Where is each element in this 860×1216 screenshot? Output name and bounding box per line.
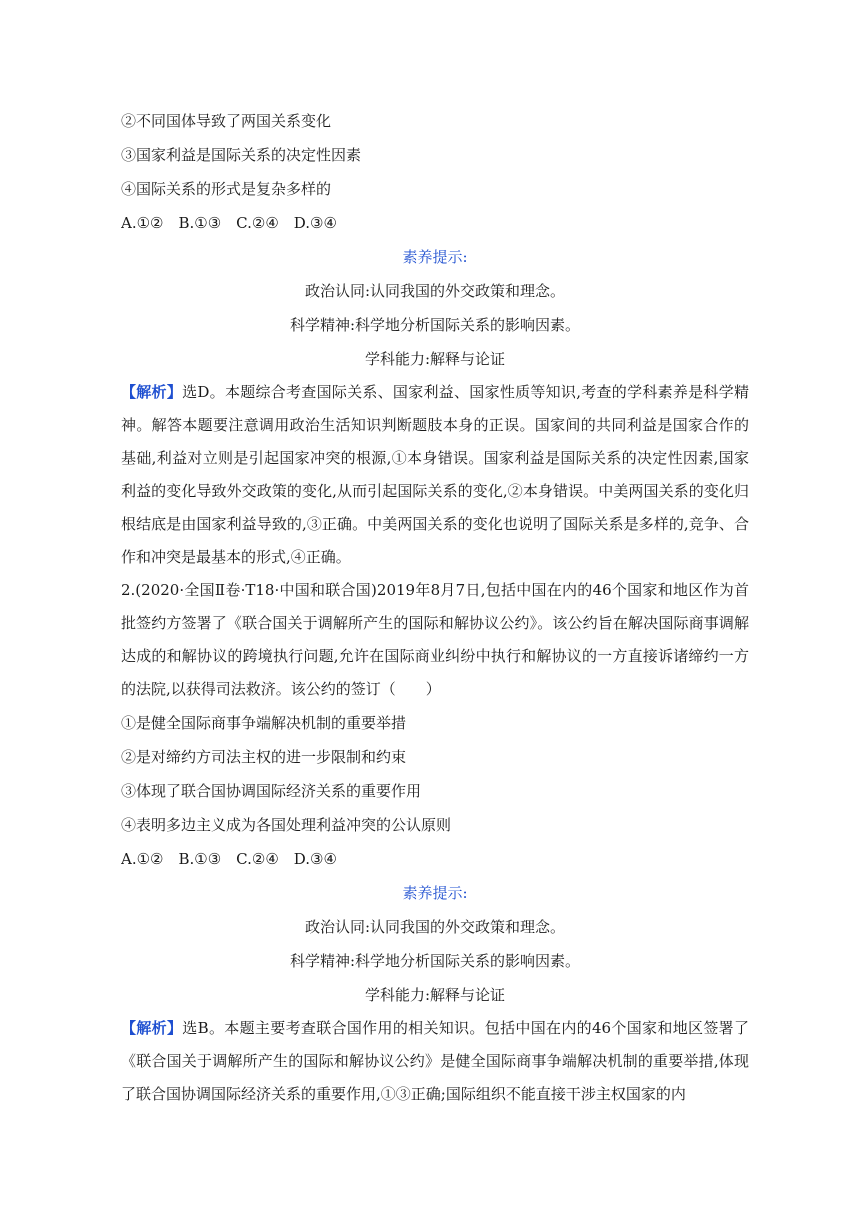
hint-line: 科学精神:科学地分析国际关系的影响因素。 — [289, 952, 581, 970]
document-page — [121, 104, 749, 1111]
option-item: ③国家利益是国际关系的决定性因素 — [121, 146, 362, 164]
option-item: ④国际关系的形式是复杂多样的 — [121, 180, 332, 198]
analysis-tag: 【解析】 — [121, 1019, 183, 1037]
hint-line: 学科能力:解释与论证 — [364, 986, 506, 1004]
question-2-options — [121, 706, 749, 876]
question-2-analysis — [121, 1012, 749, 1111]
hint-title: 素养提示: — [402, 884, 468, 902]
analysis-text: 选B。本题主要考查联合国作用的相关知识。包括中国在内的46个国家和地区签署了《联合国关于调解所产生的国际和解协议公约》是健全国际商事争端解决机制的重要举措,体现了联合国协调国际经济关系的重要作用,①③正确;国际组织不能直接干涉主权国家的内 — [121, 1019, 749, 1103]
option-item: ①是健全国际商事争端解决机制的重要举措 — [121, 714, 407, 732]
answer-choices: A.①② B.①③ C.②④ D.③④ — [121, 214, 337, 232]
answer-choices: A.①② B.①③ C.②④ D.③④ — [121, 850, 337, 868]
option-item: ②是对缔约方司法主权的进一步限制和约束 — [121, 748, 407, 766]
hint-line: 科学精神:科学地分析国际关系的影响因素。 — [289, 316, 581, 334]
analysis-text: 选D。本题综合考查国际关系、国家利益、国家性质等知识,考查的学科素养是科学精神。解答本题要注意调用政治生活知识判断题肢本身的正误。国家间的共同利益是国家合作的基础,利益对立则是引起国家冲突的根源,①本身错误。国家利益是国际关系的决定性因素,国家利益的变化导致外交政策的变化,从而引起国际关系的变化,②本身错误。中美两国关系的变化归根结底是由国家利益导致的,③正确。中美两国关系的变化也说明了国际关系是多样的,竞争、合作和冲突是最基本的形式,④正确。 — [121, 383, 749, 566]
question-2-hint — [121, 876, 749, 1012]
question-1-options — [121, 104, 749, 240]
option-item: ④表明多边主义成为各国处理利益冲突的公认原则 — [121, 816, 452, 834]
analysis-tag: 【解析】 — [121, 383, 183, 401]
option-item: ③体现了联合国协调国际经济关系的重要作用 — [121, 782, 422, 800]
option-item: ②不同国体导致了两国关系变化 — [121, 112, 332, 130]
hint-line: 政治认同:认同我国的外交政策和理念。 — [304, 282, 566, 300]
question-1-hint — [121, 240, 749, 376]
hint-title: 素养提示: — [402, 248, 468, 266]
question-1-analysis — [121, 376, 749, 574]
hint-line: 学科能力:解释与论证 — [364, 350, 506, 368]
hint-line: 政治认同:认同我国的外交政策和理念。 — [304, 918, 566, 936]
question-2-stem: 2.(2020·全国Ⅱ卷·T18·中国和联合国)2019年8月7日,包括中国在内的46个国家和地区作为首批签约方签署了《联合国关于调解所产生的国际和解协议公约》。该公约旨在解决国际商事调解达成的和解协议的跨境执行问题,允许在国际商业纠纷中执行和解协议的一方直接诉诸缔约一方的法院,以获得司法救济。该公约的签订（ ） — [121, 581, 749, 698]
